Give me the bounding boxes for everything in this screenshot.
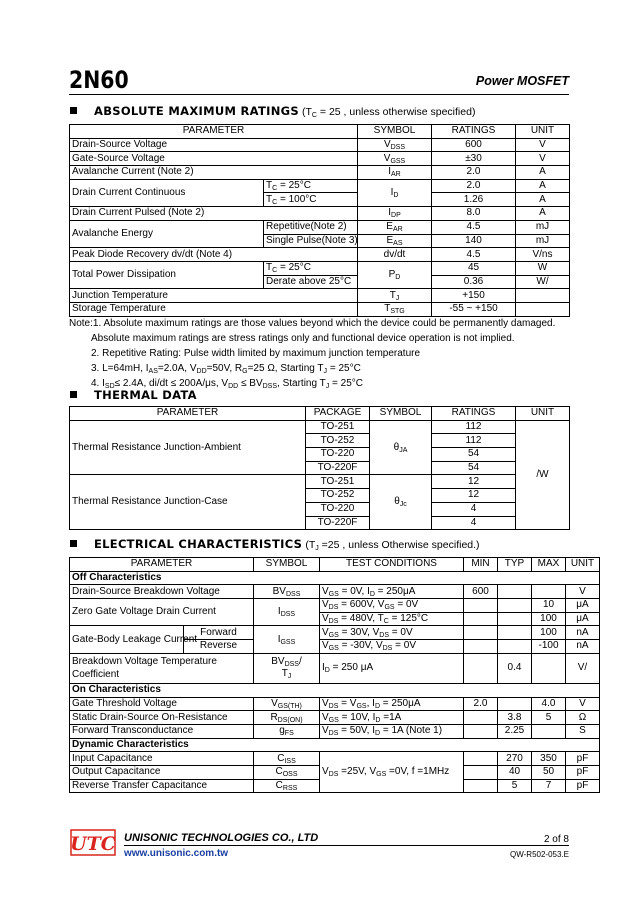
abs-max-condition: ($T_C = 25$ , unless otherwise specified) [302,106,476,119]
abs-max-title: ABSOLUTE MAXIMUM RATINGS [94,104,299,118]
page-number: 2 of 8 [543,834,569,845]
package-cell: TO-220F [306,516,370,530]
param-cell: Total Power Dissipation [70,261,264,288]
table-row [70,653,600,683]
package-cell: TO-251 [306,475,370,489]
symbol-cell: dv/dt [358,248,432,262]
abs-max-table [69,124,570,317]
note-2: 2. Repetitive Rating: Pulse width limited by maximum junction temperature [91,348,421,359]
bullet-icon [70,107,77,114]
param-cell: Gate-Source Voltage [70,152,358,166]
cond-cell: $I_D = 250$ μA [320,653,464,683]
typ-cell [498,626,532,640]
min-cell [464,779,498,793]
symbol-cell: $C_{OSS}$ [254,765,320,779]
max-cell: 5 [532,711,566,725]
table-row [70,585,600,599]
cond-cell: $T_C = 25^\circ C$ [264,261,358,275]
unit-cell: V [516,138,570,152]
typ-cell: 5 [498,779,532,793]
typ-cell: 2.25 [498,724,532,738]
param-cell: Drain Current Continuous [70,179,264,206]
symbol-cell: $\theta_{JA}$ [370,420,432,475]
symbol-cell: $T_{STG}$ [358,302,432,316]
header-rule [69,94,569,95]
typ-cell [498,612,532,626]
unit-cell: mJ [516,220,570,234]
table-row [70,599,600,613]
param-cell: Reverse Transfer Capacitance [70,779,254,793]
param-cell: Junction Temperature [70,289,358,303]
max-cell: 350 [532,752,566,766]
max-cell: 4.0 [532,697,566,711]
unit-cell: V [566,585,600,599]
min-cell [464,626,498,640]
symbol-cell: $C_{RSS}$ [254,779,320,793]
max-cell [532,724,566,738]
thermal-table [69,406,570,530]
symbol-cell: $C_{ISS}$ [254,752,320,766]
symbol-cell: $g_{FS}$ [254,724,320,738]
unit-cell: W [516,261,570,275]
symbol-cell: $I_{AR}$ [358,166,432,180]
unit-cell: nA [566,626,600,640]
utc-logo [70,829,116,856]
document-code: QW-R502-053.E [510,850,569,859]
table-row [70,752,600,766]
symbol-cell: $E_{AR}$ [358,220,432,234]
bullet-icon [70,391,77,398]
param-cell: Forward Transconductance [70,724,254,738]
table-row [70,724,600,738]
param-cell: Avalanche Current (Note 2) [70,166,358,180]
table-row [70,711,600,725]
col-symbol: SYMBOL [358,125,432,139]
cond-cell: Repetitive(Note 2) [264,220,358,234]
abs-max-notes [69,316,571,391]
unit-cell: Ω [566,711,600,725]
typ-cell [498,599,532,613]
min-cell: 600 [464,585,498,599]
note-3: 3. L=64mH, $I_{AS}=2.0A$, $V_{DD}=50V$, $R_G=25$ Ω, Starting $T_J = 25^\circ C$ [91,363,361,375]
symbol-cell: $I_D$ [358,179,432,206]
table-row [70,261,570,275]
col-unit: UNIT [566,558,600,572]
value-cell: 54 [432,461,516,475]
table-row [70,302,570,316]
note-4: 4. $I_{SD}\le 2.4A$, di/dt ≤ 200A/μs, $V_{DD} \le BV_{DSS}$, Starting $T_J = 25^\circ C$ [91,378,364,390]
cond-cell: $V_{GS} = 10V$, $I_D =1A$ [320,711,464,725]
symbol-cell: $T_J$ [358,289,432,303]
typ-cell [498,640,532,654]
param-cell: Avalanche Energy [70,220,264,247]
unit-cell: nA [566,640,600,654]
cond-cell: $V_{DS} = 480V$, $T_C = 125^\circ C$ [320,612,464,626]
param-cell: Drain-Source Breakdown Voltage [70,585,254,599]
cond-cell: $V_{DS} = V_{GS}$, $I_D = 250\mu A$ [320,697,464,711]
value-cell: 4 [432,516,516,530]
section-dynamic-characteristics: Dynamic Characteristics [70,738,600,752]
unit-cell: pF [566,752,600,766]
company-url-link[interactable]: www.unisonic.com.tw [124,848,229,859]
table-row [70,289,570,303]
thermal-title: THERMAL DATA [94,388,197,402]
bullet-icon [70,540,77,547]
max-cell: 100 [532,626,566,640]
max-cell [532,653,566,683]
cond-cell: $V_{DS} =25V$, $V_{GS} =0V$, f =1MHz [320,752,464,793]
symbol-cell: $BV_{DSS}/$ $T_J$ [254,653,320,683]
note-1: Note:1. Absolute maximum ratings are those values beyond which the device could be permanently damaged. [69,318,556,329]
col-parameter: PARAMETER [70,407,306,421]
col-unit: UNIT [516,125,570,139]
typ-cell: 270 [498,752,532,766]
logo-text: UTC [70,833,116,855]
value-cell: 0.36 [432,275,516,289]
max-cell: 10 [532,599,566,613]
param-cell: Drain-Source Voltage [70,138,358,152]
value-cell: 4.5 [432,248,516,262]
package-cell: TO-220F [306,461,370,475]
value-cell: 54 [432,448,516,462]
unit-cell: V/ [566,653,600,683]
part-number: 2N60 [69,66,129,94]
section-off-characteristics: Off Characteristics [70,571,600,585]
value-cell: 1.26 [432,193,516,207]
max-cell: -100 [532,640,566,654]
section-row [70,683,600,697]
cond-cell: $T_C = 25^\circ C$ [264,179,358,193]
col-typ: TYP [498,558,532,572]
cond-cell: Single Pulse(Note 3) [264,234,358,248]
param-cell: Gate Threshold Voltage [70,697,254,711]
typ-cell [498,585,532,599]
unit-cell: pF [566,765,600,779]
cond-cell: $V_{GS} = -30V$, $V_{DS} = 0V$ [320,640,464,654]
value-cell: 2.0 [432,166,516,180]
min-cell [464,640,498,654]
cond-cell: Derate above 25°C [264,275,358,289]
symbol-cell: $V_{GSS}$ [358,152,432,166]
table-row [70,220,570,234]
elec-condition: ($T_J =25$ , unless Otherwise specified.) [305,539,480,552]
package-cell: TO-220 [306,448,370,462]
col-test-conditions: TEST CONDITIONS [320,558,464,572]
col-package: PACKAGE [306,407,370,421]
unit-cell: mJ [516,234,570,248]
note-1-cont: Absolute maximum ratings are stress ratings only and functional device operation is not implied. [91,333,515,344]
min-cell [464,765,498,779]
package-cell: TO-252 [306,434,370,448]
param-cell: Breakdown Voltage Temperature Coefficient [70,653,254,683]
max-cell [532,585,566,599]
unit-cell: A [516,193,570,207]
symbol-cell: $V_{DSS}$ [358,138,432,152]
min-cell: 2.0 [464,697,498,711]
symbol-cell: $I_{DSS}$ [254,599,320,626]
col-symbol: SYMBOL [370,407,432,421]
typ-cell: 3.8 [498,711,532,725]
max-cell: 7 [532,779,566,793]
typ-cell: 40 [498,765,532,779]
value-cell: 4 [432,502,516,516]
footer-rule [124,845,569,846]
param-cell: Thermal Resistance Junction-Case [70,475,306,530]
unit-cell: μA [566,599,600,613]
value-cell: 112 [432,434,516,448]
cond-cell: $V_{DS} = 600V$, $V_{GS} = 0V$ [320,599,464,613]
table-row [70,420,570,434]
unit-cell: S [566,724,600,738]
col-ratings: RATINGS [432,125,516,139]
unit-cell: A [516,207,570,221]
col-min: MIN [464,558,498,572]
table-row [70,207,570,221]
param-cell: Peak Diode Recovery dv/dt (Note 4) [70,248,358,262]
symbol-cell: $\theta_{Jc}$ [370,475,432,530]
unit-cell: A [516,166,570,180]
param-cell: Gate-Body Leakage Current [70,626,184,653]
max-cell: 100 [532,612,566,626]
table-header [70,407,570,421]
table-row [70,475,570,489]
min-cell [464,752,498,766]
product-type: Power MOSFET [475,74,569,88]
symbol-cell: $BV_{DSS}$ [254,585,320,599]
value-cell: 12 [432,489,516,503]
typ-cell [498,697,532,711]
package-cell: TO-252 [306,489,370,503]
value-cell: 12 [432,475,516,489]
subparam-cell: Forward [184,626,254,640]
package-cell: TO-251 [306,420,370,434]
subparam-cell: Reverse [184,640,254,654]
symbol-cell: $P_D$ [358,261,432,288]
company-name: UNISONIC TECHNOLOGIES CO., LTD [124,832,319,844]
value-cell: 2.0 [432,179,516,193]
param-cell: Input Capacitance [70,752,254,766]
min-cell [464,711,498,725]
unit-cell: V [516,152,570,166]
table-row [70,179,570,193]
max-cell: 50 [532,765,566,779]
symbol-cell: $I_{DP}$ [358,207,432,221]
section-on-characteristics: On Characteristics [70,683,600,697]
elec-title: ELECTRICAL CHARACTERISTICS [94,537,303,551]
symbol-cell: $R_{DS(ON)}$ [254,711,320,725]
table-row [70,697,600,711]
value-cell: 4.5 [432,220,516,234]
table-row [70,626,600,640]
section-row [70,571,600,585]
unit-cell: μA [566,612,600,626]
param-cell: Zero Gate Voltage Drain Current [70,599,254,626]
value-cell: 8.0 [432,207,516,221]
unit-cell: A [516,179,570,193]
min-cell [464,653,498,683]
value-cell: 140 [432,234,516,248]
cond-cell: $T_C = 100^\circ C$ [264,193,358,207]
value-cell: 112 [432,420,516,434]
thermal-heading [70,388,197,402]
unit-cell: W/ [516,275,570,289]
package-cell: TO-220 [306,502,370,516]
table-row [70,152,570,166]
typ-cell: 0.4 [498,653,532,683]
param-cell: Output Capacitance [70,765,254,779]
min-cell [464,612,498,626]
table-row [70,248,570,262]
param-cell: Thermal Resistance Junction-Ambient [70,420,306,475]
min-cell [464,724,498,738]
value-cell: +150 [432,289,516,303]
col-parameter: PARAMETER [70,558,254,572]
param-cell: Storage Temperature [70,302,358,316]
value-cell: 45 [432,261,516,275]
min-cell [464,599,498,613]
unit-cell: V [566,697,600,711]
unit-cell [516,289,570,303]
col-symbol: SYMBOL [254,558,320,572]
value-cell: -55 ~ +150 [432,302,516,316]
param-cell: Drain Current Pulsed (Note 2) [70,207,358,221]
unit-cell: pF [566,779,600,793]
col-ratings: RATINGS [432,407,516,421]
unit-cell: V/ns [516,248,570,262]
table-row [70,166,570,180]
section-row [70,738,600,752]
unit-cell: /W [516,420,570,530]
symbol-cell: $V_{GS(TH)}$ [254,697,320,711]
table-header [70,558,600,572]
param-cell: Static Drain-Source On-Resistance [70,711,254,725]
abs-max-heading [70,104,475,118]
elec-table [69,557,600,793]
value-cell: 600 [432,138,516,152]
col-max: MAX [532,558,566,572]
elec-heading [70,537,480,551]
col-parameter: PARAMETER [70,125,358,139]
cond-cell: $V_{GS} = 0V$, $I_D = 250\mu A$ [320,585,464,599]
symbol-cell: $I_{GSS}$ [254,626,320,653]
cond-cell: $V_{GS} = 30V$, $V_{DS} = 0V$ [320,626,464,640]
cond-cell: $V_{DS} = 50V$, $I_D = 1A$ (Note 1) [320,724,464,738]
table-header [70,125,570,139]
value-cell: ±30 [432,152,516,166]
col-unit: UNIT [516,407,570,421]
table-row [70,138,570,152]
unit-cell [516,302,570,316]
symbol-cell: $E_{AS}$ [358,234,432,248]
